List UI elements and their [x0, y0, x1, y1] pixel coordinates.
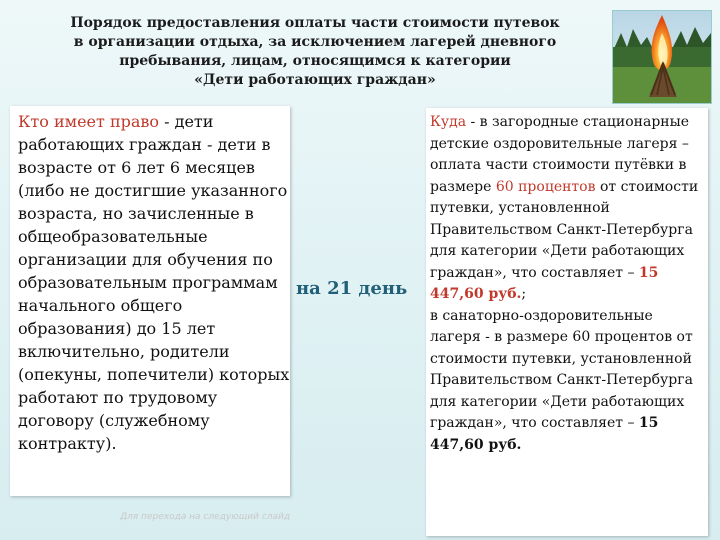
destination-p1-text-b: от стоимости путевки, установленной Правительством Санкт-Петербурга для категории «Дети работающих граждан», что составляет – [430, 178, 699, 281]
title-line-3: пребывания, лицам, относящимся к категории [119, 53, 511, 69]
eligibility-description: - дети работающих граждан - дети в возрасте от 6 лет 6 месяцев (либо не достигшие указанного возраста, но зачисленные в общеобразовательные организации для обучения по образовательным программам начального общего образования) до 15 лет включительно, родители (опекуны, попечители) которых работают по трудовому договору (служебному контракту). [18, 112, 290, 453]
next-slide-hint[interactable]: Для перехода на следующий слайд [120, 512, 291, 522]
bonfire-image [613, 11, 711, 103]
eligibility-text [18, 110, 298, 455]
page-title [30, 14, 600, 90]
title-line-1: Порядок предоставления оплаты части стоимости путевок [70, 15, 560, 31]
destination-p1-text-a: - в загородные стационарные детские оздоровительные лагеря – оплата части стоимости путёвки в размере [430, 114, 690, 195]
destination-paragraph-2 [430, 306, 706, 457]
amount-highlight-2: 15 447,60 руб. [430, 415, 659, 453]
title-line-2: в организации отдыха, за исключением лагерей дневного [73, 34, 557, 50]
amount-highlight-1: 15 447,60 руб. [430, 264, 659, 302]
bonfire-photo [612, 10, 712, 104]
destination-label: Куда [430, 114, 467, 130]
destination-paragraph-1 [430, 112, 706, 306]
duration-label: на 21 день [296, 278, 408, 299]
destination-p1-end: ; [521, 286, 527, 302]
destination-p2-text: в санаторно-оздоровительные лагеря - в размере 60 процентов от стоимости путевки, установленной Правительством Санкт-Петербурга для категории «Дети работающих граждан», что составляет – [430, 307, 693, 431]
percent-highlight: 60 процентов [495, 178, 596, 195]
eligibility-label: Кто имеет право [18, 112, 160, 131]
title-line-4: «Дети работающих граждан» [194, 72, 436, 88]
destination-text [430, 112, 706, 456]
